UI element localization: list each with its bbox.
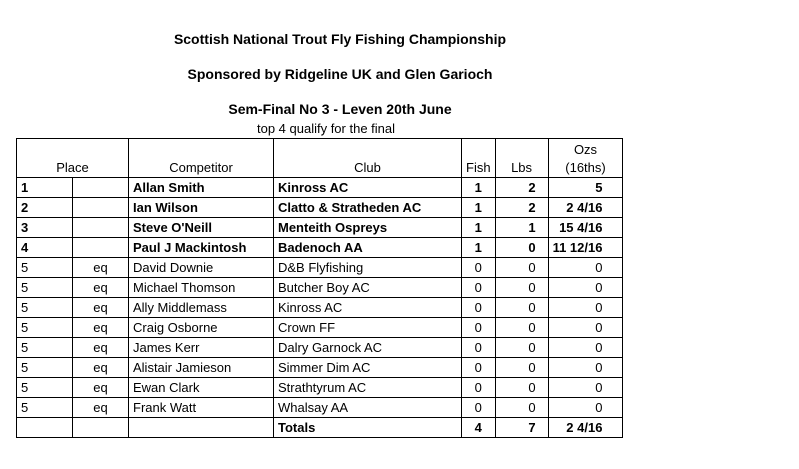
- eq-cell: [73, 218, 129, 238]
- competitor-cell: James Kerr: [129, 338, 274, 358]
- ozs-cell: 5: [548, 178, 623, 198]
- totals-ozs: 2 4/16: [548, 418, 623, 438]
- fish-cell: 1: [462, 218, 496, 238]
- totals-empty-cell: [73, 418, 129, 438]
- competitor-cell: Craig Osborne: [129, 318, 274, 338]
- ozs-cell: 0: [548, 398, 623, 418]
- ozs-cell: 0: [548, 378, 623, 398]
- totals-empty-cell: [17, 418, 73, 438]
- table-row: [17, 318, 623, 338]
- place-cell: 5: [17, 278, 73, 298]
- event-title: Sem-Final No 3 - Leven 20th June: [228, 101, 452, 117]
- header-lbs: Lbs: [495, 139, 548, 178]
- eq-cell: eq: [73, 378, 129, 398]
- lbs-cell: 2: [495, 198, 548, 218]
- club-cell: Dalry Garnock AC: [274, 338, 462, 358]
- table-row: [17, 278, 623, 298]
- competitor-cell: Frank Watt: [129, 398, 274, 418]
- place-cell: 3: [17, 218, 73, 238]
- lbs-cell: 0: [495, 398, 548, 418]
- competitor-cell: Allan Smith: [129, 178, 274, 198]
- club-cell: Strathtyrum AC: [274, 378, 462, 398]
- fish-cell: 0: [462, 358, 496, 378]
- header-club: Club: [274, 139, 462, 178]
- ozs-cell: 11 12/16: [548, 238, 623, 258]
- fish-cell: 1: [462, 178, 496, 198]
- club-cell: Whalsay AA: [274, 398, 462, 418]
- place-cell: 5: [17, 358, 73, 378]
- fish-cell: 0: [462, 278, 496, 298]
- place-cell: 5: [17, 378, 73, 398]
- header-fish: Fish: [462, 139, 496, 178]
- header-ozs-line2: (16ths): [565, 160, 606, 175]
- header-ozs: [548, 139, 623, 178]
- competitor-cell: Alistair Jamieson: [129, 358, 274, 378]
- eq-cell: eq: [73, 298, 129, 318]
- sponsor-title: Sponsored by Ridgeline UK and Glen Garioch: [187, 66, 493, 82]
- table-row: [17, 378, 623, 398]
- place-cell: 5: [17, 338, 73, 358]
- header-row: [17, 139, 623, 178]
- fish-cell: 0: [462, 378, 496, 398]
- table-row: [17, 258, 623, 278]
- ozs-cell: 0: [548, 258, 623, 278]
- ozs-cell: 0: [548, 358, 623, 378]
- competitor-cell: Ian Wilson: [129, 198, 274, 218]
- ozs-cell: 0: [548, 298, 623, 318]
- fish-cell: 0: [462, 398, 496, 418]
- header-place: Place: [17, 139, 129, 178]
- lbs-cell: 0: [495, 258, 548, 278]
- table-row: [17, 298, 623, 318]
- club-cell: Butcher Boy AC: [274, 278, 462, 298]
- table-row: [17, 218, 623, 238]
- fish-cell: 1: [462, 238, 496, 258]
- table-row: [17, 198, 623, 218]
- club-cell: Menteith Ospreys: [274, 218, 462, 238]
- eq-cell: eq: [73, 358, 129, 378]
- fish-cell: 0: [462, 298, 496, 318]
- club-cell: Crown FF: [274, 318, 462, 338]
- eq-cell: [73, 178, 129, 198]
- lbs-cell: 0: [495, 318, 548, 338]
- table-row: [17, 238, 623, 258]
- table-row: [17, 338, 623, 358]
- competitor-cell: Steve O'Neill: [129, 218, 274, 238]
- results-table: [16, 138, 623, 438]
- table-row: [17, 358, 623, 378]
- eq-cell: [73, 198, 129, 218]
- lbs-cell: 2: [495, 178, 548, 198]
- ozs-cell: 15 4/16: [548, 218, 623, 238]
- totals-row: [17, 418, 623, 438]
- lbs-cell: 0: [495, 378, 548, 398]
- club-cell: D&B Flyfishing: [274, 258, 462, 278]
- fish-cell: 1: [462, 198, 496, 218]
- fish-cell: 0: [462, 318, 496, 338]
- eq-cell: eq: [73, 398, 129, 418]
- ozs-cell: 2 4/16: [548, 198, 623, 218]
- competitor-cell: Michael Thomson: [129, 278, 274, 298]
- fish-cell: 0: [462, 338, 496, 358]
- competitor-cell: David Downie: [129, 258, 274, 278]
- header-ozs-line1: Ozs: [573, 142, 598, 157]
- table-row: [17, 178, 623, 198]
- totals-fish: 4: [462, 418, 496, 438]
- totals-lbs: 7: [495, 418, 548, 438]
- club-cell: Clatto & Stratheden AC: [274, 198, 462, 218]
- place-cell: 5: [17, 398, 73, 418]
- lbs-cell: 1: [495, 218, 548, 238]
- eq-cell: [73, 238, 129, 258]
- table-row: [17, 398, 623, 418]
- lbs-cell: 0: [495, 298, 548, 318]
- place-cell: 5: [17, 318, 73, 338]
- club-cell: Simmer Dim AC: [274, 358, 462, 378]
- qualify-note: top 4 qualify for the final: [256, 121, 396, 136]
- competitor-cell: Ewan Clark: [129, 378, 274, 398]
- ozs-cell: 0: [548, 318, 623, 338]
- place-cell: 5: [17, 298, 73, 318]
- eq-cell: eq: [73, 338, 129, 358]
- competitor-cell: Paul J Mackintosh: [129, 238, 274, 258]
- lbs-cell: 0: [495, 278, 548, 298]
- lbs-cell: 0: [495, 238, 548, 258]
- ozs-cell: 0: [548, 278, 623, 298]
- competitor-cell: Ally Middlemass: [129, 298, 274, 318]
- club-cell: Kinross AC: [274, 298, 462, 318]
- ozs-cell: 0: [548, 338, 623, 358]
- header-competitor: Competitor: [129, 139, 274, 178]
- club-cell: Badenoch AA: [274, 238, 462, 258]
- totals-empty-cell: [129, 418, 274, 438]
- eq-cell: eq: [73, 278, 129, 298]
- eq-cell: eq: [73, 258, 129, 278]
- place-cell: 2: [17, 198, 73, 218]
- totals-label: Totals: [274, 418, 462, 438]
- place-cell: 1: [17, 178, 73, 198]
- place-cell: 4: [17, 238, 73, 258]
- championship-title: Scottish National Trout Fly Fishing Championship: [173, 31, 507, 47]
- fish-cell: 0: [462, 258, 496, 278]
- place-cell: 5: [17, 258, 73, 278]
- lbs-cell: 0: [495, 338, 548, 358]
- club-cell: Kinross AC: [274, 178, 462, 198]
- eq-cell: eq: [73, 318, 129, 338]
- lbs-cell: 0: [495, 358, 548, 378]
